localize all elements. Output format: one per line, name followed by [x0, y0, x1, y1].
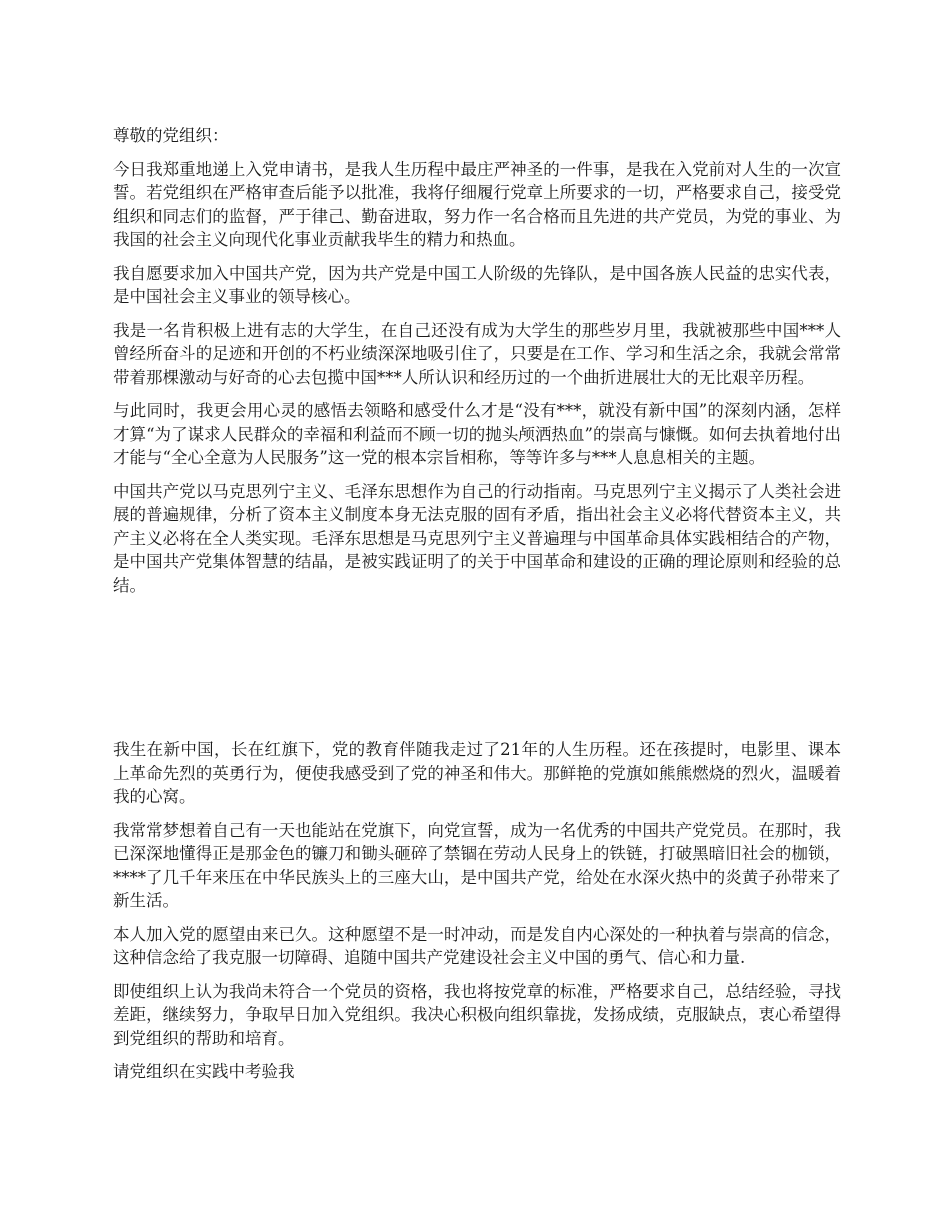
paragraph: 我是一名肯积极上进有志的大学生，在自己还没有成为大学生的那些岁月里，我就被那些中国***人曾经所奋斗的足迹和开创的不朽业绩深深地吸引住了，只要是在工作、学习和生活之余，我就会常常带着那棵激动与好奇的心去包揽中国***人所认识和经历过的一个曲折进展壮大的无比艰辛历程。 [113, 320, 841, 387]
paragraph: 我生在新中国，长在红旗下，党的教育伴随我走过了21年的人生历程。还在孩提时，电影里、课本上革命先烈的英勇行为，便使我感受到了党的神圣和伟大。那鲜艳的党旗如熊熊燃烧的烈火，温暖着我的心窝。 [113, 740, 841, 806]
closing-line: 请党组织在实践中考验我 [113, 1062, 295, 1081]
paragraph: 与此同时，我更会用心灵的感悟去领略和感受什么才是“没有***，就没有新中国”的深刻内涵，怎样才算“为了谋求人民群众的幸福和利益而不顾一切的抛头颅洒热血”的崇高与慷慨。如何去执着地付出才能与“全心全意为人民服务”这一党的根本宗旨相称，等等许多与***人息息相关的主题。 [113, 401, 841, 467]
paragraph: 我常常梦想着自己有一天也能站在党旗下，向党宣誓，成为一名优秀的中国共产党党员。在那时，我已深深地懂得正是那金色的镰刀和锄头砸碎了禁锢在劳动人民身上的铁链，打破黑暗旧社会的枷锁，****了几千年来压在中华民族头上的三座大山，是中国共产党，给处在水深火热中的炎黄子孙带来了新生活。 [113, 820, 841, 910]
paragraph: 中国共产党以马克思列宁主义、毛泽东思想作为自己的行动指南。马克思列宁主义揭示了人类社会进展的普遍规律，分析了资本主义制度本身无法克服的固有矛盾，指出社会主义必将代替资本主义，共产主义必将在全人类实现。毛泽东思想是马克思列宁主义普遍理与中国革命具体实践相结合的产物，是中国共产党集体智慧的结晶，是被实践证明了的关于中国革命和建设的正确的理论原则和经验的总结。 [113, 481, 841, 595]
letter-part-one [113, 124, 841, 607]
salutation: 尊敬的党组织： [113, 126, 229, 145]
paragraph: 即使组织上认为我尚未符合一个党员的资格，我也将按党章的标准，严格要求自己，总结经验，寻找差距，继续努力，争取早日加入党组织。我决心积极向组织靠拢，发扬成绩，克服缺点，衷心希望得到党组织的帮助和培育。 [113, 981, 841, 1048]
paragraph: 今日我郑重地递上入党申请书，是我人生历程中最庄严神圣的一件事，是我在入党前对人生的一次宣誓。若党组织在严格审查后能予以批准，我将仔细履行党章上所要求的一切，严格要求自己，接受党组织和同志们的监督，严于律己、勤奋进取，努力作一名合格而且先进的共产党员，为党的事业、为我国的社会主义向现代化事业贡献我毕生的精力和热血。 [113, 159, 841, 249]
letter-part-two [113, 738, 841, 1094]
paragraph: 我自愿要求加入中国共产党，因为共产党是中国工人阶级的先锋队，是中国各族人民益的忠实代表，是中国社会主义事业的领导核心。 [113, 263, 841, 306]
paragraph: 本人加入党的愿望由来已久。这种愿望不是一时冲动，而是发自内心深处的一种执着与崇高的信念，这种信念给了我克服一切障碍、追随中国共产党建设社会主义中国的勇气、信心和力量. [113, 924, 841, 967]
